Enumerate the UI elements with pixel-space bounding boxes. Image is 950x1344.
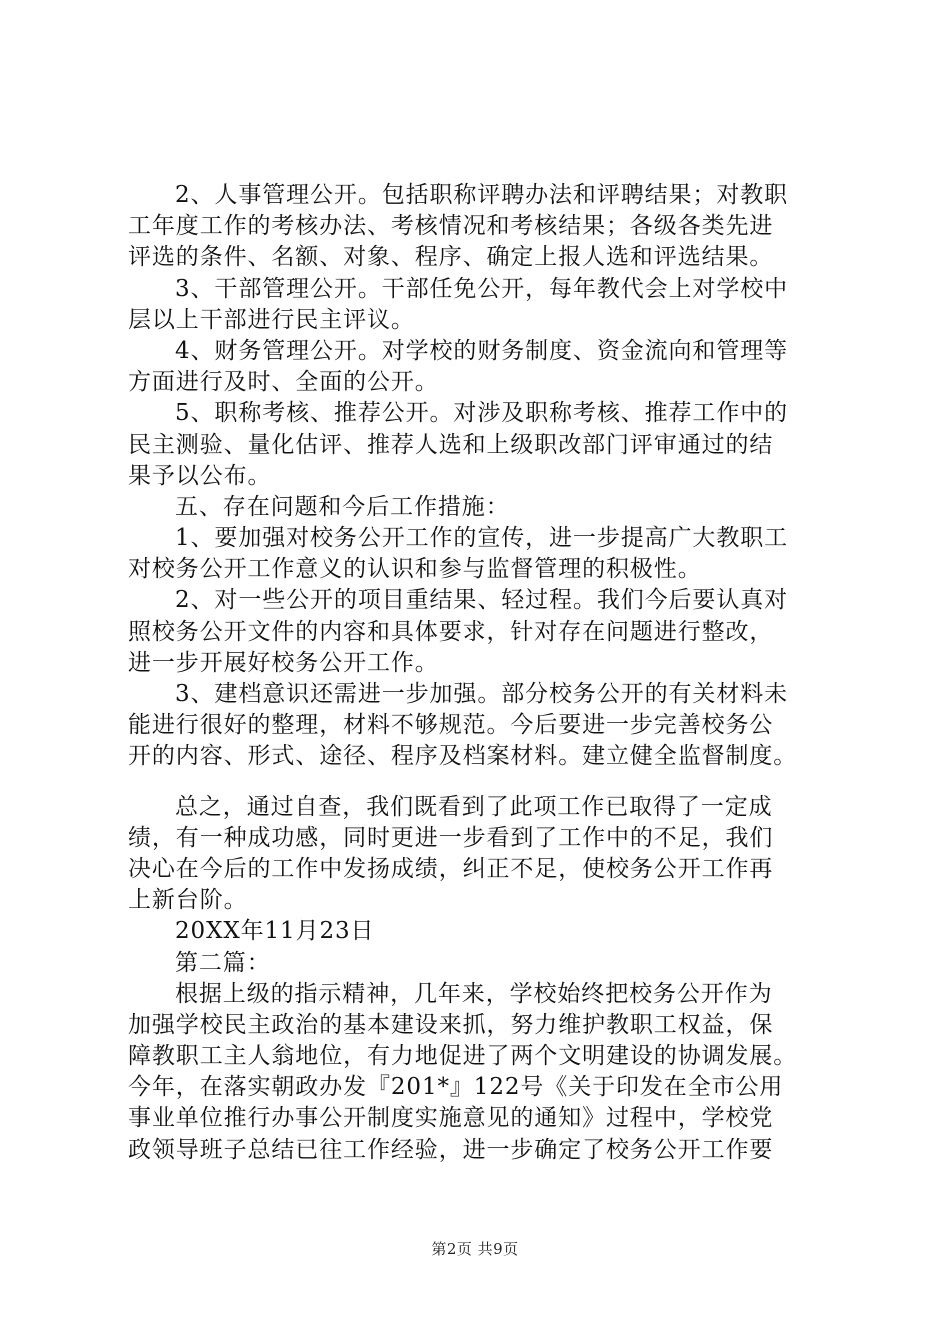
text-line: 政领导班子总结已往工作经验，进一步确定了校务公开工作要 <box>128 1136 774 1163</box>
paragraph-measure-2 <box>128 585 848 679</box>
text-line: 开的内容、形式、途径、程序及档案材料。建立健全监督制度。 <box>128 743 798 770</box>
text-line: 能进行很好的整理，材料不够规范。今后要进一步完善校务公 <box>128 712 774 739</box>
text-line: 4、财务管理公开。对学校的财务制度、资金流向和管理等 <box>175 337 789 364</box>
text-line: 根据上级的指示精神，几年来，学校始终把校务公开作为 <box>175 980 773 1007</box>
text-line: 3、干部管理公开。干部任免公开，每年教代会上对学校中 <box>175 275 789 302</box>
section-heading-text: 五、存在问题和今后工作措施： <box>175 493 510 520</box>
text-line: 加强学校民主政治的基本建设来抓，努力维护教职工权益，保 <box>128 1011 774 1038</box>
text-line: 照校务公开文件的内容和具体要求，针对存在问题进行整改， <box>128 618 774 645</box>
text-line: 3、建档意识还需进一步加强。部分校务公开的有关材料未 <box>175 681 789 707</box>
text-line: 上新台阶。 <box>128 887 248 914</box>
text-line: 进一步开展好校务公开工作。 <box>128 649 439 676</box>
document-body <box>128 180 848 1166</box>
page-number: 第2页 共9页 <box>431 1240 519 1258</box>
page-footer <box>0 1238 950 1259</box>
paragraph-spacer <box>128 773 848 792</box>
text-line: 绩，有一种成功感，同时更进一步看到了工作中的不足，我们 <box>128 824 774 851</box>
paragraph-measure-1 <box>128 523 848 585</box>
text-line: 民主测验、量化估评、推荐人选和上级职改部门评审通过的结 <box>128 431 774 458</box>
document-date <box>128 916 848 947</box>
text-line: 层以上干部进行民主评议。 <box>128 306 415 333</box>
paragraph-finance <box>128 336 848 398</box>
paragraph-measure-3 <box>128 679 848 773</box>
text-line: 今年，在落实朝政办发『201*』122号《关于印发在全市公用 <box>128 1074 784 1101</box>
section-heading <box>128 492 848 523</box>
paragraph-title-assessment <box>128 398 848 492</box>
text-line: 工年度工作的考核办法、考核情况和考核结果；各级各类先进 <box>128 213 774 240</box>
second-part-heading <box>128 948 848 979</box>
text-line: 2、对一些公开的项目重结果、轻过程。我们今后要认真对 <box>175 587 789 614</box>
text-line: 2、人事管理公开。包括职称评聘办法和评聘结果；对教职 <box>175 182 789 208</box>
text-line: 决心在今后的工作中发扬成绩，纠正不足，使校务公开工作再 <box>128 855 774 882</box>
text-line: 对校务公开工作意义的认识和参与监督管理的积极性。 <box>128 556 702 583</box>
text-line: 1、要加强对校务公开工作的宣传，进一步提高广大教职工 <box>175 525 789 552</box>
text-line: 方面进行及时、全面的公开。 <box>128 369 439 396</box>
text-line: 5、职称考核、推荐公开。对涉及职称考核、推荐工作中的 <box>175 400 789 427</box>
text-line: 果予以公布。 <box>128 462 272 489</box>
second-part-heading-text: 第二篇： <box>175 949 271 976</box>
text-line: 事业单位推行办事公开制度实施意见的通知》过程中，学校党 <box>128 1105 774 1132</box>
paragraph-cadre <box>128 274 848 336</box>
text-line: 评选的条件、名额、对象、程序、确定上报人选和评选结果。 <box>128 244 774 271</box>
text-line: 总之，通过自查，我们既看到了此项工作已取得了一定成 <box>175 793 773 820</box>
paragraph-second-part-intro <box>128 979 848 1166</box>
paragraph-personnel <box>128 180 848 274</box>
date-text: 20XX年11月23日 <box>175 918 375 945</box>
text-line: 障教职工主人翁地位，有力地促进了两个文明建设的协调发展。 <box>128 1043 798 1070</box>
paragraph-conclusion <box>128 792 848 917</box>
